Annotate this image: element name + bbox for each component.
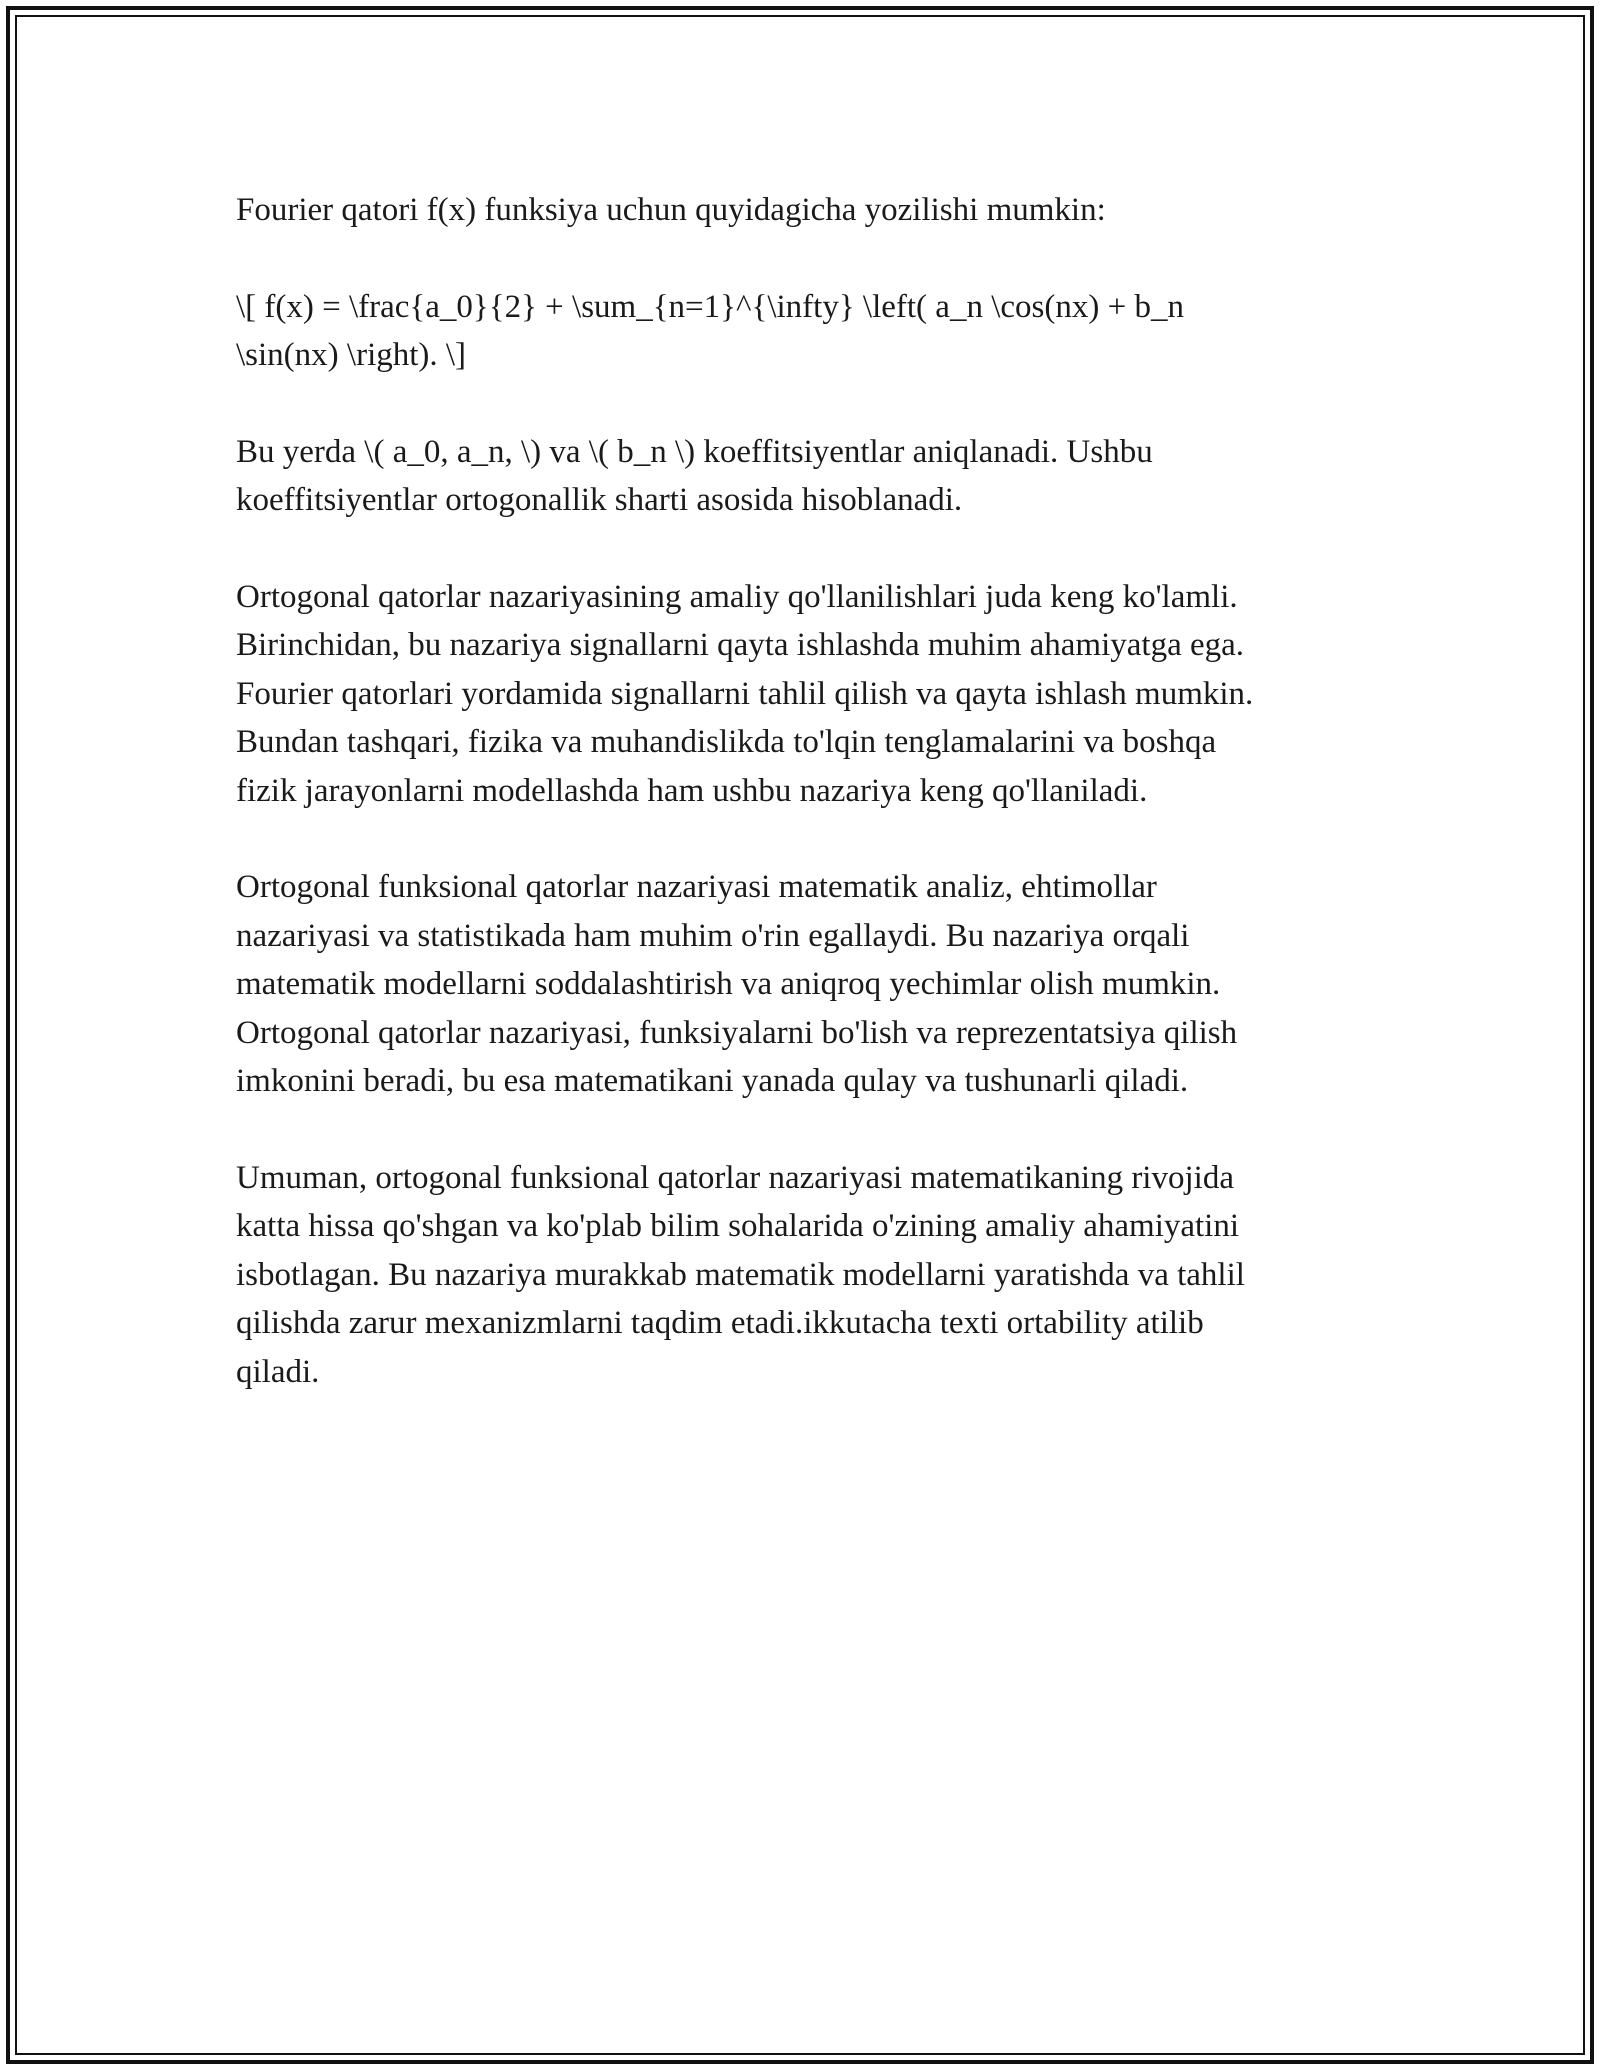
paragraph-applications: Ortogonal qatorlar nazariyasining amaliy qo'llanilishlari juda keng ko'lamli. Birinchidan, bu nazariya signallarni qayta ishlashda muhim ahamiyatga ega. Fourier qatorlari yordamida signallarni tahlil qilish va qayta ishlash mumkin. Bundan tashqari, fizika va muhandislikda to'lqin tenglamalarini va boshqa fizik jarayonlarni modellashda ham ushbu nazariya keng qo'llaniladi. (236, 578, 1254, 809)
document-body (236, 186, 1376, 1444)
paragraph-analysis: Ortogonal funksional qatorlar nazariyasi matematik analiz, ehtimollar nazariyasi va statistikada ham muhim o'rin egallaydi. Bu nazariya orqali matematik modellarni soddalashtirish va aniqroq yechimlar olish mumkin. Ortogonal qatorlar nazariyasi, funksiyalarni bo'lish va reprezentatsiya qilish imkonini beradi, bu esa matematikani yanada qulay va tushunarli qiladi. (236, 869, 1238, 1099)
paragraph-fourier-intro: Fourier qatori f(x) funksiya uchun quyidagicha yozilishi mumkin: (236, 192, 1106, 228)
paragraph-conclusion: Umuman, ortogonal funksional qatorlar nazariyasi matematikaning rivojida katta hissa qo'shgan va ko'plab bilim sohalarida o'zining amaliy ahamiyatini isbotlagan. Bu nazariya murakkab matematik modellarni yaratishda va tahlil qilishda zarur mexanizmlarni taqdim etadi.ikkutacha texti ortability atilib qiladi. (236, 1159, 1245, 1390)
paragraph-fourier-formula: \[ f(x) = \frac{a_0}{2} + \sum_{n=1}^{\infty} \left( a_n \cos(nx) + b_n \sin(nx) \right). \] (236, 288, 1184, 373)
paragraph-coefficients: Bu yerda \( a_0, a_n, \) va \( b_n \) koeffitsiyentlar aniqlanadi. Ushbu koeffitsiyentlar ortogonallik sharti asosida hisoblanadi. (236, 433, 1153, 518)
